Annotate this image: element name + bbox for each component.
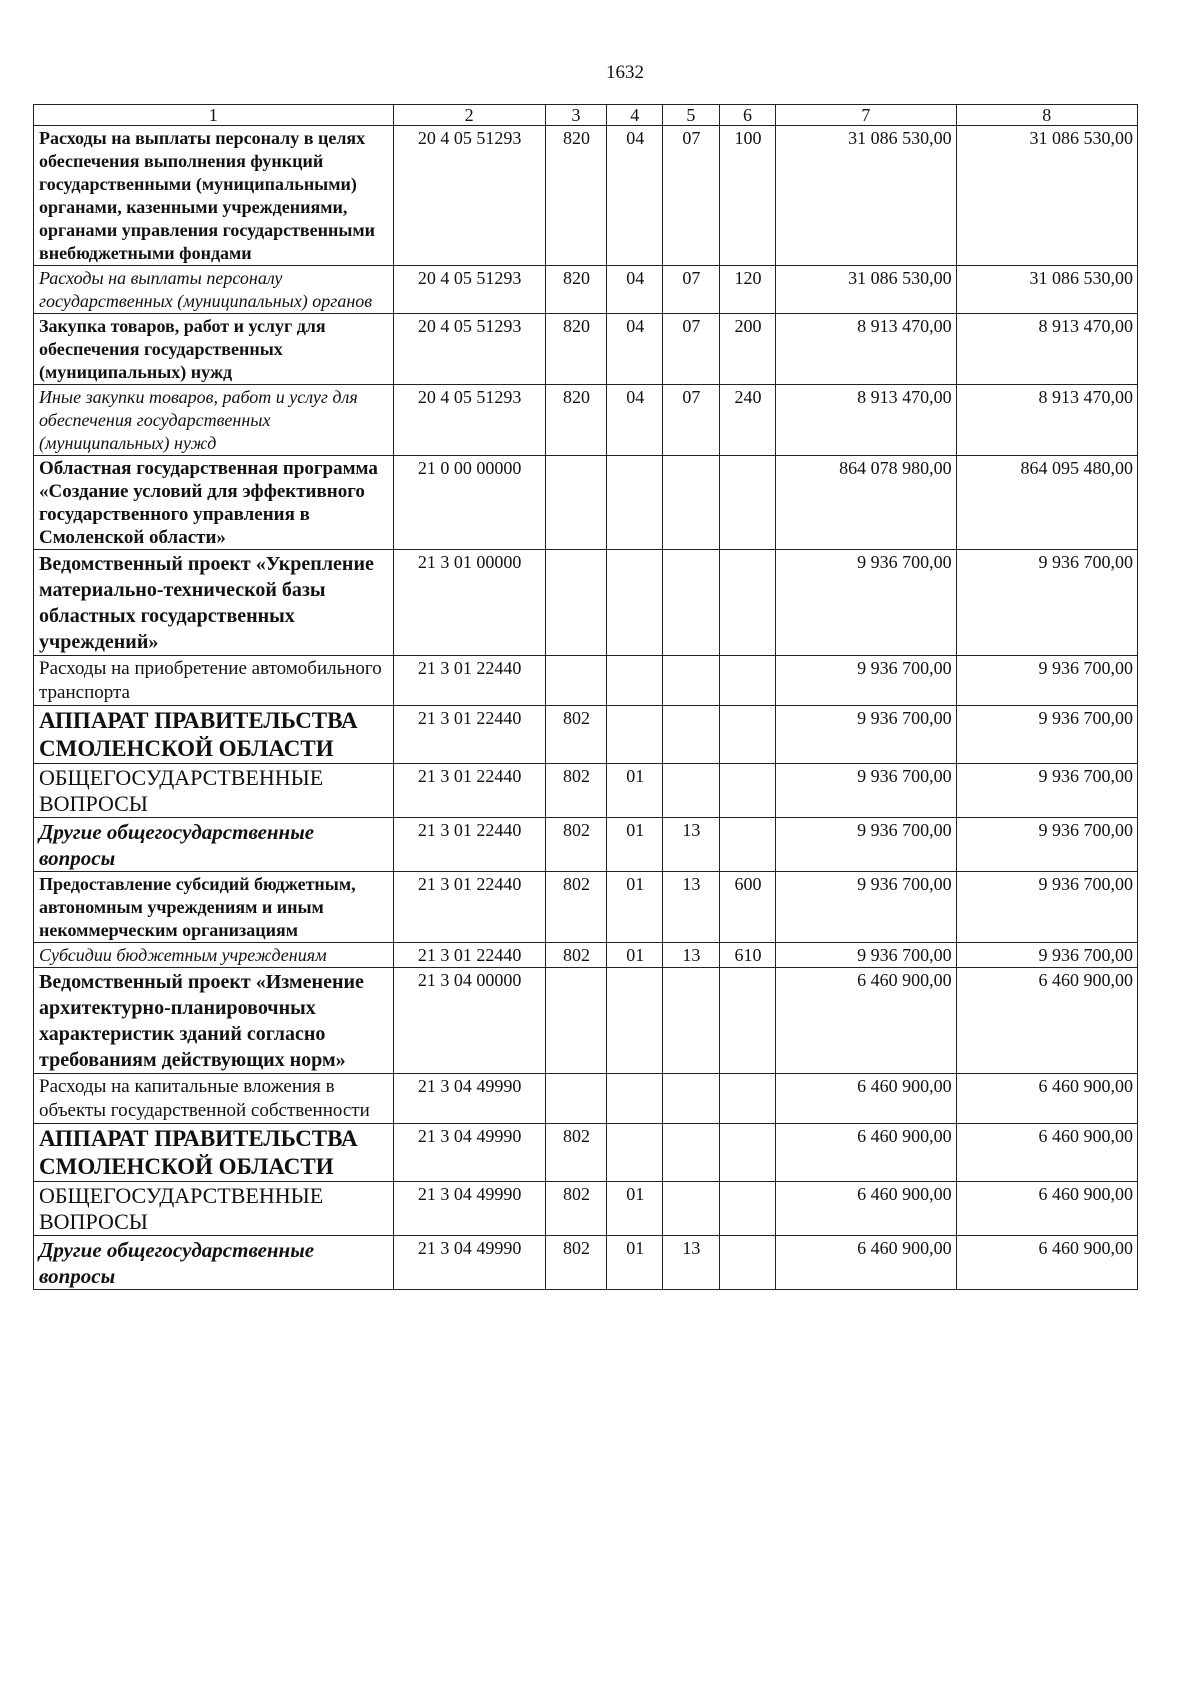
- table-row: [34, 1182, 1138, 1236]
- department-code-cell: [545, 968, 607, 1074]
- target-article-cell: 21 3 01 22440: [393, 943, 545, 968]
- section-code-cell: 04: [607, 314, 663, 385]
- amount-year2-cell: 6 460 900,00: [956, 1236, 1137, 1290]
- table-row: [34, 385, 1138, 456]
- column-header: 5: [663, 105, 720, 126]
- table-row: [34, 764, 1138, 818]
- amount-year2-cell: 6 460 900,00: [956, 968, 1137, 1074]
- expense-type-cell: [719, 550, 776, 656]
- subsection-code-cell: 13: [663, 943, 720, 968]
- section-code-cell: [607, 968, 663, 1074]
- row-name-cell: ОБЩЕГОСУДАРСТВЕННЫЕ ВОПРОСЫ: [34, 764, 394, 818]
- expense-type-cell: 120: [719, 266, 776, 314]
- expense-type-cell: 600: [719, 872, 776, 943]
- department-code-cell: [545, 550, 607, 656]
- target-article-cell: 21 3 01 22440: [393, 764, 545, 818]
- section-code-cell: [607, 550, 663, 656]
- department-code-cell: [545, 456, 607, 550]
- subsection-code-cell: 13: [663, 818, 720, 872]
- subsection-code-cell: 07: [663, 266, 720, 314]
- amount-year1-cell: 31 086 530,00: [776, 266, 956, 314]
- expense-type-cell: [719, 1124, 776, 1182]
- table-row: [34, 266, 1138, 314]
- section-code-cell: [607, 456, 663, 550]
- table-row: [34, 1124, 1138, 1182]
- subsection-code-cell: 13: [663, 1236, 720, 1290]
- table-row: [34, 126, 1138, 266]
- subsection-code-cell: 07: [663, 126, 720, 266]
- department-code-cell: 820: [545, 266, 607, 314]
- section-code-cell: [607, 706, 663, 764]
- amount-year2-cell: 6 460 900,00: [956, 1182, 1137, 1236]
- column-header: 8: [956, 105, 1137, 126]
- page-number: 1632: [606, 62, 644, 83]
- row-name-cell: ОБЩЕГОСУДАРСТВЕННЫЕ ВОПРОСЫ: [34, 1182, 394, 1236]
- department-code-cell: [545, 656, 607, 706]
- department-code-cell: 820: [545, 385, 607, 456]
- expense-type-cell: [719, 656, 776, 706]
- section-code-cell: 01: [607, 1236, 663, 1290]
- expense-type-cell: 610: [719, 943, 776, 968]
- column-number-row: [34, 105, 1138, 126]
- expense-type-cell: [719, 706, 776, 764]
- amount-year2-cell: 9 936 700,00: [956, 656, 1137, 706]
- amount-year2-cell: 6 460 900,00: [956, 1074, 1137, 1124]
- target-article-cell: 21 3 01 22440: [393, 656, 545, 706]
- amount-year1-cell: 8 913 470,00: [776, 314, 956, 385]
- target-article-cell: 21 3 01 00000: [393, 550, 545, 656]
- row-name-cell: Другие общегосударственные вопросы: [34, 1236, 394, 1290]
- target-article-cell: 21 3 04 00000: [393, 968, 545, 1074]
- expense-type-cell: 100: [719, 126, 776, 266]
- amount-year1-cell: 8 913 470,00: [776, 385, 956, 456]
- row-name-cell: Расходы на приобретение автомобильного транспорта: [34, 656, 394, 706]
- row-name-cell: АППАРАТ ПРАВИТЕЛЬСТВА СМОЛЕНСКОЙ ОБЛАСТИ: [34, 706, 394, 764]
- section-code-cell: 01: [607, 818, 663, 872]
- target-article-cell: 20 4 05 51293: [393, 314, 545, 385]
- amount-year1-cell: 6 460 900,00: [776, 968, 956, 1074]
- amount-year1-cell: 9 936 700,00: [776, 818, 956, 872]
- target-article-cell: 21 3 04 49990: [393, 1074, 545, 1124]
- table-body: [34, 126, 1138, 1290]
- section-code-cell: [607, 656, 663, 706]
- table-row: [34, 656, 1138, 706]
- table-row: [34, 314, 1138, 385]
- table-row: [34, 550, 1138, 656]
- target-article-cell: 21 0 00 00000: [393, 456, 545, 550]
- amount-year1-cell: 6 460 900,00: [776, 1124, 956, 1182]
- expense-type-cell: [719, 818, 776, 872]
- expense-type-cell: [719, 456, 776, 550]
- target-article-cell: 21 3 01 22440: [393, 818, 545, 872]
- table-row: [34, 706, 1138, 764]
- subsection-code-cell: [663, 1124, 720, 1182]
- amount-year2-cell: 8 913 470,00: [956, 314, 1137, 385]
- amount-year1-cell: 9 936 700,00: [776, 764, 956, 818]
- row-name-cell: Другие общегосударственные вопросы: [34, 818, 394, 872]
- amount-year1-cell: 31 086 530,00: [776, 126, 956, 266]
- budget-table: [33, 104, 1138, 1290]
- amount-year1-cell: 864 078 980,00: [776, 456, 956, 550]
- table-row: [34, 872, 1138, 943]
- amount-year2-cell: 31 086 530,00: [956, 126, 1137, 266]
- amount-year2-cell: 9 936 700,00: [956, 943, 1137, 968]
- expense-type-cell: 200: [719, 314, 776, 385]
- department-code-cell: 802: [545, 706, 607, 764]
- department-code-cell: 802: [545, 872, 607, 943]
- department-code-cell: 820: [545, 126, 607, 266]
- section-code-cell: 01: [607, 1182, 663, 1236]
- amount-year1-cell: 6 460 900,00: [776, 1236, 956, 1290]
- subsection-code-cell: [663, 1182, 720, 1236]
- target-article-cell: 20 4 05 51293: [393, 266, 545, 314]
- amount-year1-cell: 9 936 700,00: [776, 656, 956, 706]
- row-name-cell: Предоставление субсидий бюджетным, автономным учреждениям и иным некоммерческим организациям: [34, 872, 394, 943]
- expense-type-cell: [719, 1074, 776, 1124]
- subsection-code-cell: [663, 656, 720, 706]
- table-row: [34, 818, 1138, 872]
- section-code-cell: 04: [607, 126, 663, 266]
- target-article-cell: 21 3 04 49990: [393, 1236, 545, 1290]
- row-name-cell: Расходы на выплаты персоналу в целях обеспечения выполнения функций государственными (муниципальными) органами, казенными учреждениями, органами управления государственными внебюджетными фондами: [34, 126, 394, 266]
- amount-year2-cell: 864 095 480,00: [956, 456, 1137, 550]
- expense-type-cell: 240: [719, 385, 776, 456]
- row-name-cell: Закупка товаров, работ и услуг для обеспечения государственных (муниципальных) нужд: [34, 314, 394, 385]
- subsection-code-cell: 13: [663, 872, 720, 943]
- amount-year1-cell: 9 936 700,00: [776, 943, 956, 968]
- subsection-code-cell: 07: [663, 385, 720, 456]
- target-article-cell: 21 3 01 22440: [393, 872, 545, 943]
- expense-type-cell: [719, 764, 776, 818]
- target-article-cell: 20 4 05 51293: [393, 385, 545, 456]
- amount-year2-cell: 9 936 700,00: [956, 872, 1137, 943]
- table-row: [34, 1236, 1138, 1290]
- row-name-cell: Расходы на выплаты персоналу государственных (муниципальных) органов: [34, 266, 394, 314]
- row-name-cell: Ведомственный проект «Изменение архитектурно-планировочных характеристик зданий согласно требованиям действующих норм»: [34, 968, 394, 1074]
- amount-year1-cell: 6 460 900,00: [776, 1074, 956, 1124]
- section-code-cell: 01: [607, 872, 663, 943]
- row-name-cell: Иные закупки товаров, работ и услуг для обеспечения государственных (муниципальных) нужд: [34, 385, 394, 456]
- amount-year1-cell: 9 936 700,00: [776, 872, 956, 943]
- amount-year2-cell: 9 936 700,00: [956, 764, 1137, 818]
- row-name-cell: АППАРАТ ПРАВИТЕЛЬСТВА СМОЛЕНСКОЙ ОБЛАСТИ: [34, 1124, 394, 1182]
- department-code-cell: 802: [545, 1182, 607, 1236]
- amount-year2-cell: 6 460 900,00: [956, 1124, 1137, 1182]
- subsection-code-cell: [663, 764, 720, 818]
- section-code-cell: [607, 1074, 663, 1124]
- column-header: 2: [393, 105, 545, 126]
- subsection-code-cell: [663, 456, 720, 550]
- table-row: [34, 943, 1138, 968]
- amount-year2-cell: 31 086 530,00: [956, 266, 1137, 314]
- department-code-cell: 802: [545, 764, 607, 818]
- column-header: 4: [607, 105, 663, 126]
- amount-year2-cell: 9 936 700,00: [956, 818, 1137, 872]
- section-code-cell: [607, 1124, 663, 1182]
- amount-year2-cell: 8 913 470,00: [956, 385, 1137, 456]
- amount-year1-cell: 6 460 900,00: [776, 1182, 956, 1236]
- department-code-cell: 820: [545, 314, 607, 385]
- department-code-cell: 802: [545, 943, 607, 968]
- row-name-cell: Областная государственная программа «Создание условий для эффективного государственного управления в Смоленской области»: [34, 456, 394, 550]
- department-code-cell: 802: [545, 1124, 607, 1182]
- amount-year1-cell: 9 936 700,00: [776, 550, 956, 656]
- amount-year1-cell: 9 936 700,00: [776, 706, 956, 764]
- subsection-code-cell: [663, 1074, 720, 1124]
- subsection-code-cell: [663, 968, 720, 1074]
- table-row: [34, 1074, 1138, 1124]
- target-article-cell: 21 3 04 49990: [393, 1182, 545, 1236]
- row-name-cell: Субсидии бюджетным учреждениям: [34, 943, 394, 968]
- row-name-cell: Ведомственный проект «Укрепление материально-технической базы областных государственных учреждений»: [34, 550, 394, 656]
- target-article-cell: 21 3 04 49990: [393, 1124, 545, 1182]
- column-header: 3: [545, 105, 607, 126]
- subsection-code-cell: [663, 706, 720, 764]
- column-header: 7: [776, 105, 956, 126]
- table-row: [34, 456, 1138, 550]
- section-code-cell: 01: [607, 943, 663, 968]
- column-header: 1: [34, 105, 394, 126]
- expense-type-cell: [719, 1236, 776, 1290]
- expense-type-cell: [719, 1182, 776, 1236]
- target-article-cell: 21 3 01 22440: [393, 706, 545, 764]
- table-row: [34, 968, 1138, 1074]
- amount-year2-cell: 9 936 700,00: [956, 706, 1137, 764]
- column-header: 6: [719, 105, 776, 126]
- section-code-cell: 04: [607, 266, 663, 314]
- amount-year2-cell: 9 936 700,00: [956, 550, 1137, 656]
- department-code-cell: 802: [545, 818, 607, 872]
- department-code-cell: 802: [545, 1236, 607, 1290]
- expense-type-cell: [719, 968, 776, 1074]
- row-name-cell: Расходы на капитальные вложения в объекты государственной собственности: [34, 1074, 394, 1124]
- section-code-cell: 04: [607, 385, 663, 456]
- department-code-cell: [545, 1074, 607, 1124]
- subsection-code-cell: [663, 550, 720, 656]
- section-code-cell: 01: [607, 764, 663, 818]
- subsection-code-cell: 07: [663, 314, 720, 385]
- target-article-cell: 20 4 05 51293: [393, 126, 545, 266]
